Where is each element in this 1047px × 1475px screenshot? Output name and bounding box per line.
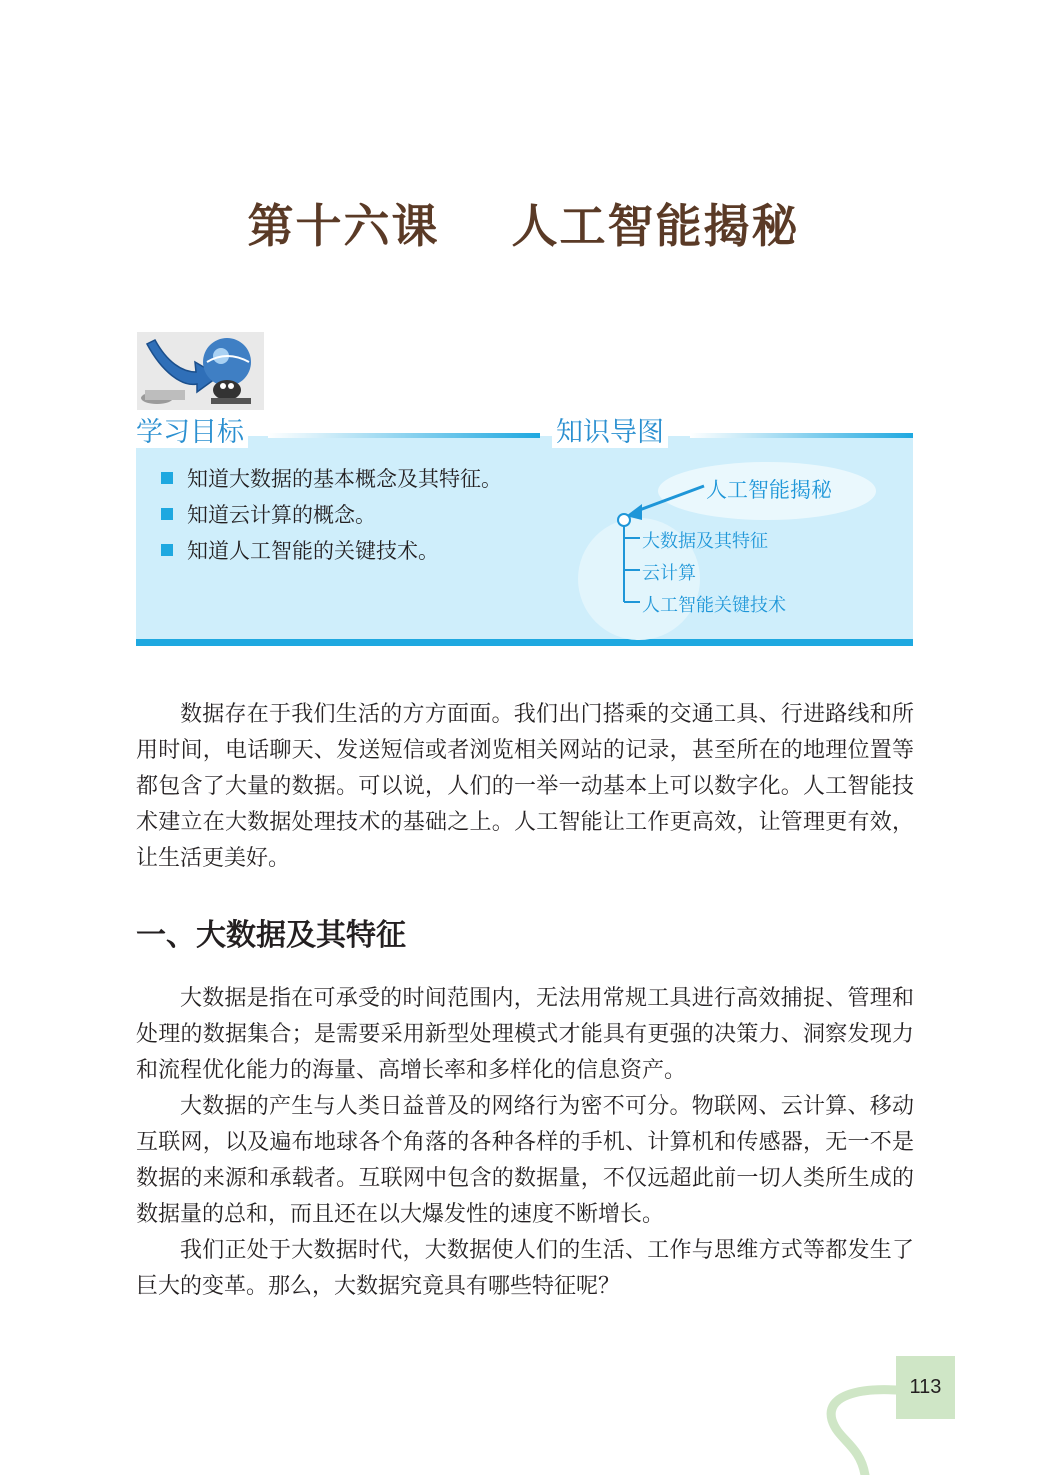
section-heading: 一、大数据及其特征 [136, 918, 406, 953]
goal-text: 知道云计算的概念。 [187, 503, 376, 527]
page-number: 113 [896, 1356, 955, 1419]
mindmap-node: 人工智能关键技术 [642, 595, 786, 616]
mindmap-root: 人工智能揭秘 [706, 478, 832, 502]
body-paragraph: 大数据是指在可承受的时间范围内，无法用常规工具进行高效捕捉、管理和处理的数据集合；是需要采用新型处理模式才能具有更强的决策力、洞察发现力和流程优化能力的海量、高增长率和多样化的信息资产。 [136, 986, 914, 1083]
body-paragraph: 大数据的产生与人类日益普及的网络行为密不可分。物联网、云计算、移动互联网，以及遍布地球各个角落的各种各样的手机、计算机和传感器，无一不是数据的来源和承载者。互联网中包含的数据量，不仅远超此前一切人类所生成的数据量的总和，而且还在以大爆发性的速度不断增长。 [136, 1094, 914, 1227]
goal-text: 知道大数据的基本概念及其特征。 [187, 467, 502, 491]
map-heading: 知识导图 [552, 418, 668, 448]
header-rule-right [690, 433, 913, 438]
learning-illustration [137, 332, 264, 410]
goals-heading: 学习目标 [136, 418, 248, 448]
square-bullet-icon [161, 544, 173, 556]
goal-item [161, 535, 439, 565]
square-bullet-icon [161, 508, 173, 520]
square-bullet-icon [161, 472, 173, 484]
header-rule-left [268, 433, 540, 438]
goal-item [161, 463, 502, 493]
goal-item [161, 499, 376, 529]
goal-text: 知道人工智能的关键技术。 [187, 539, 439, 563]
intro-paragraph: 数据存在于我们生活的方方面面。我们出门搭乘的交通工具、行进路线和所用时间，电话聊天、发送短信或者浏览相关网站的记录，甚至所在的地理位置等都包含了大量的数据。可以说，人们的一举一动基本上可以数字化。人工智能技术建立在大数据处理技术的基础之上。人工智能让工作更高效，让管理更有效，让生活更美好。 [136, 702, 914, 871]
mindmap-node: 云计算 [642, 563, 696, 584]
mindmap-node: 大数据及其特征 [642, 531, 768, 552]
body-paragraph: 我们正处于大数据时代，大数据使人们的生活、工作与思维方式等都发生了巨大的变革。那么，大数据究竟具有哪些特征呢？ [136, 1238, 914, 1299]
lesson-title: 第十六课 人工智能揭秘 [247, 199, 800, 253]
vine-decoration-icon [820, 1380, 900, 1475]
